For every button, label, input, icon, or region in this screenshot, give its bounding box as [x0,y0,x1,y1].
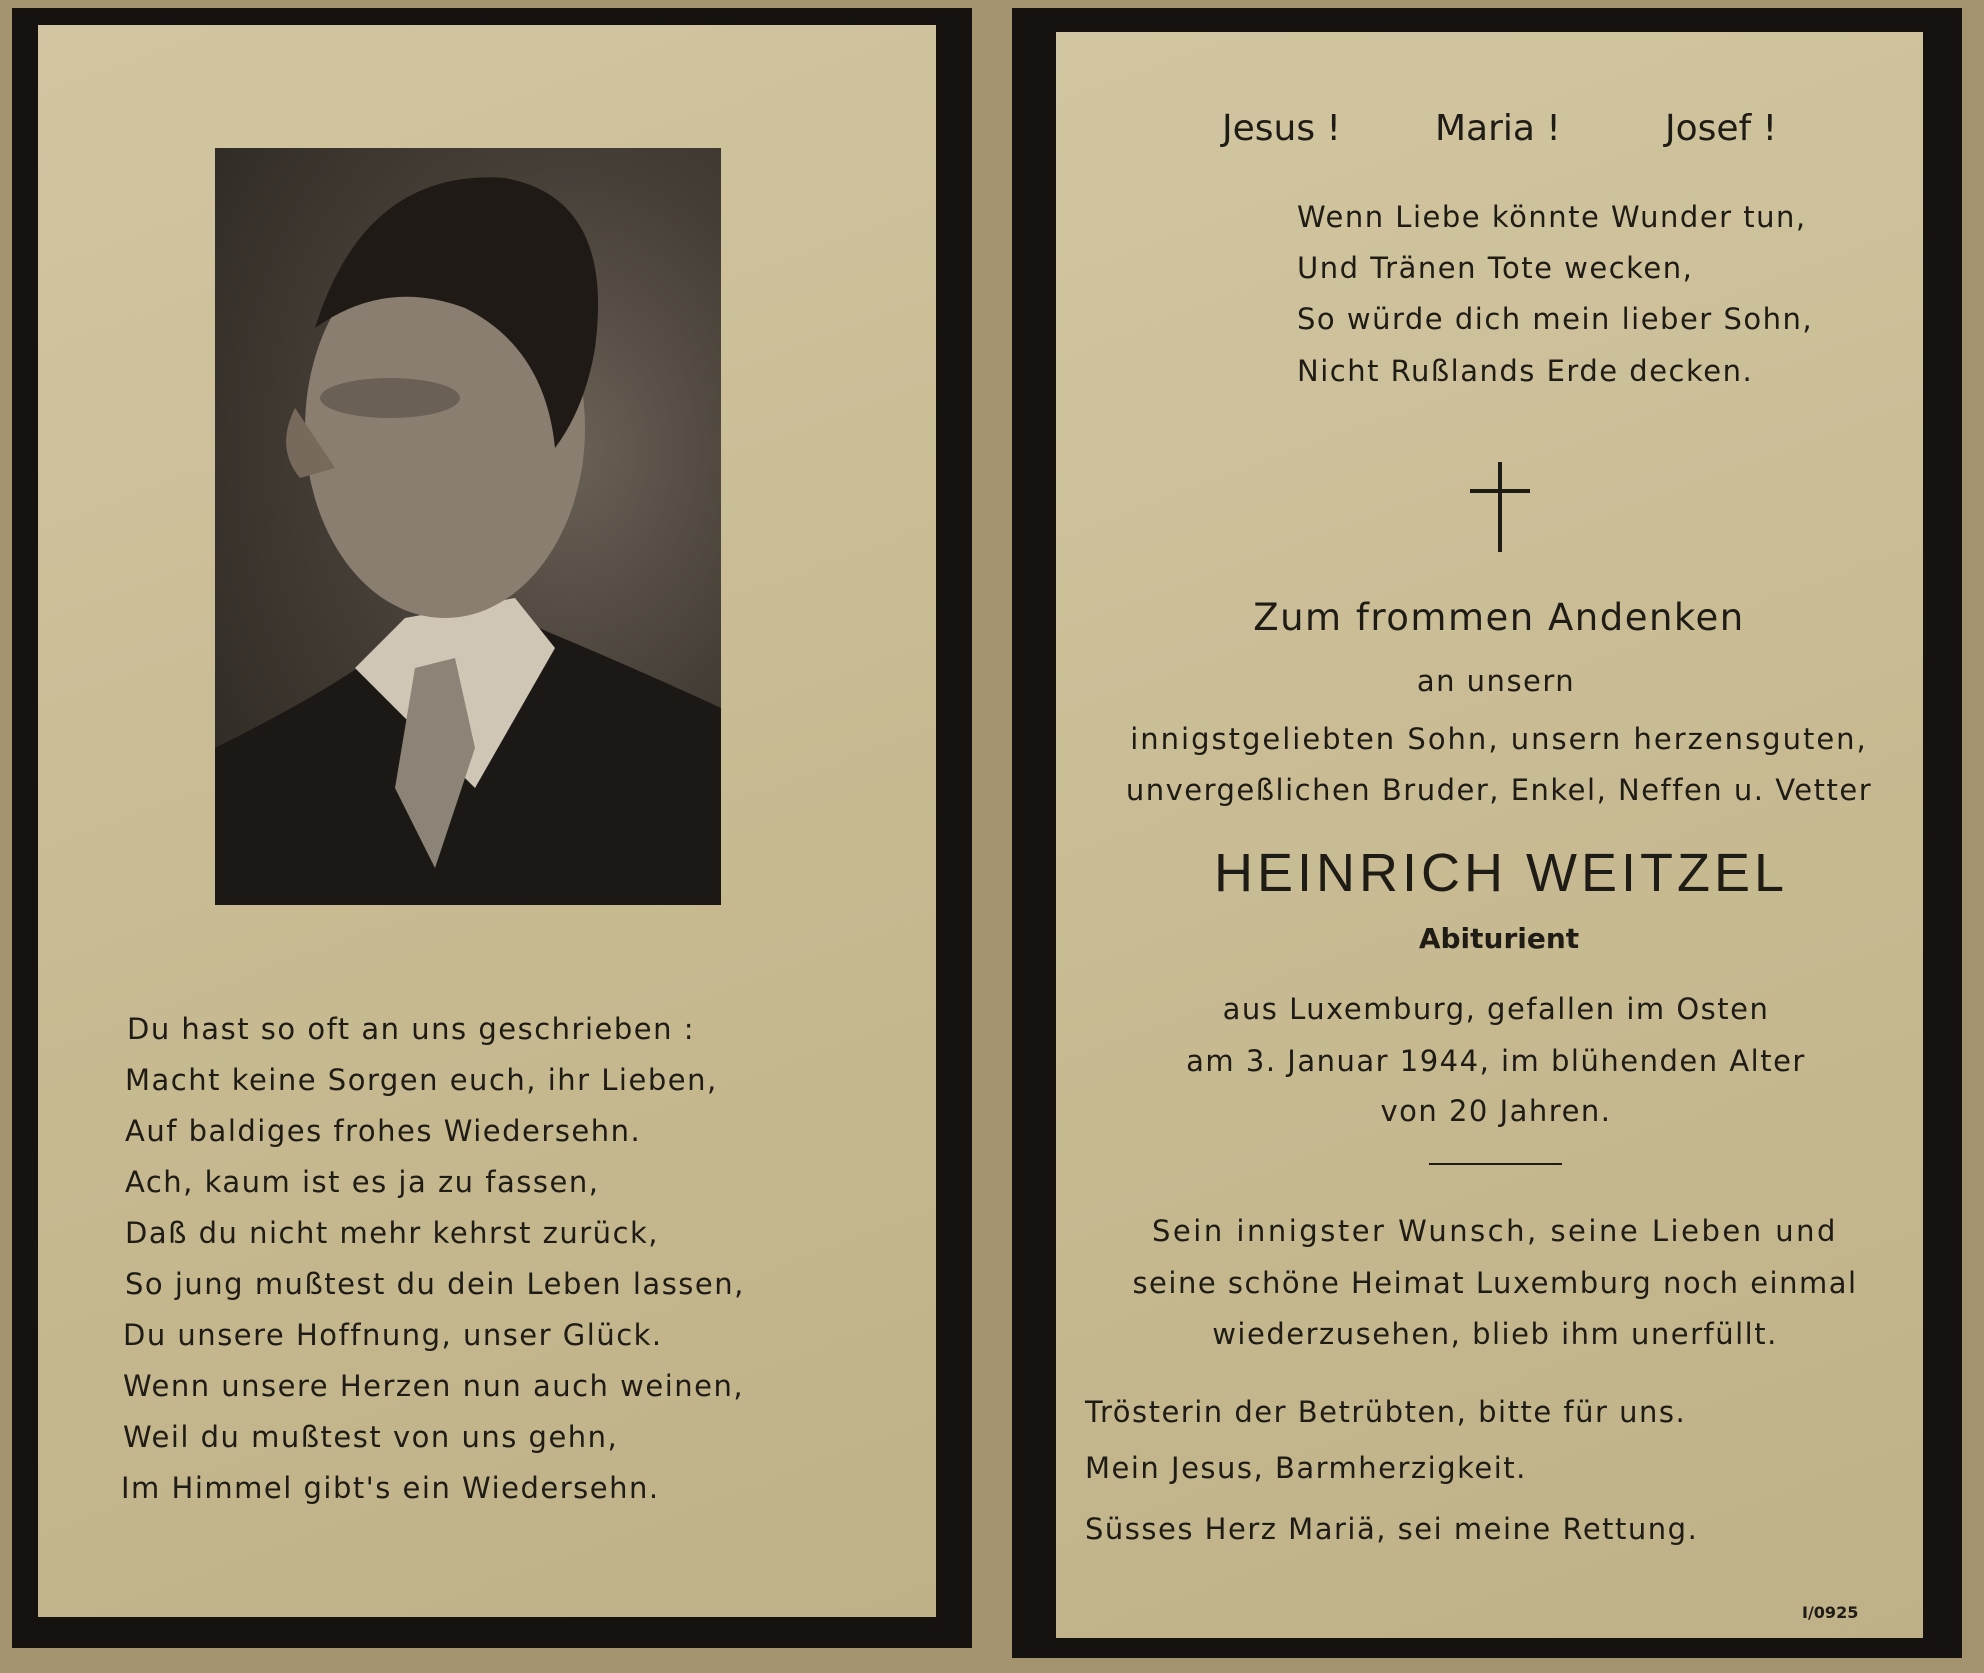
intro-line: innigstgeliebten Sohn, unsern herzensguten, [1130,722,1868,756]
cross-icon [1470,462,1530,552]
poem-line: Auf baldiges frohes Wiedersehn. [125,1114,642,1148]
print-code: I/0925 [1802,1603,1859,1622]
divider [1429,1163,1562,1165]
poem-line: So würde dich mein lieber Sohn, [1297,302,1814,336]
detail-line: aus Luxemburg, gefallen im Osten [1222,992,1770,1026]
portrait-photo [215,148,721,905]
wish-line: Sein innigster Wunsch, seine Lieben und [1152,1214,1838,1248]
intro-line: unvergeßlichen Bruder, Enkel, Neffen u. Vetter [1125,773,1873,807]
heading: Zum frommen Andenken [1253,596,1745,639]
poem-line: Du unsere Hoffnung, unser Glück. [123,1318,663,1352]
portrait-silhouette [215,148,721,905]
poem-line: Im Himmel gibt's ein Wiedersehn. [121,1471,660,1505]
detail-line: von 20 Jahren. [1380,1094,1612,1128]
intro-line: an unsern [1416,664,1576,698]
prayer-line: Mein Jesus, Barmherzigkeit. [1085,1451,1527,1485]
prayer-line: Süsses Herz Mariä, sei meine Rettung. [1085,1512,1699,1546]
poem-line: Macht keine Sorgen euch, ihr Lieben, [125,1063,718,1097]
poem-line: So jung mußtest du dein Leben lassen, [125,1267,745,1301]
invocation-maria: Maria ! [1435,108,1561,149]
deceased-title: Abiturient [1418,922,1580,955]
poem-line: Weil du mußtest von uns gehn, [123,1420,619,1454]
poem-line: Und Tränen Tote wecken, [1297,251,1694,285]
poem-line: Wenn Liebe könnte Wunder tun, [1297,200,1807,234]
prayer-line: Trösterin der Betrübten, bitte für uns. [1085,1395,1687,1429]
invocation-jesus: Jesus ! [1222,108,1341,149]
detail-line: am 3. Januar 1944, im blühenden Alter [1186,1044,1806,1078]
poem-line: Du hast so oft an uns geschrieben : [127,1012,695,1046]
poem-line: Wenn unsere Herzen nun auch weinen, [123,1369,745,1403]
poem-line: Daß du nicht mehr kehrst zurück, [125,1216,660,1250]
poem-line: Nicht Rußlands Erde decken. [1297,354,1754,388]
deceased-name: HEINRICH WEITZEL [1213,843,1789,903]
wish-line: seine schöne Heimat Luxemburg noch einmal [1132,1266,1858,1300]
invocation-josef: Josef ! [1665,108,1778,149]
poem-line: Ach, kaum ist es ja zu fassen, [125,1165,600,1199]
wish-line: wiederzusehen, blieb ihm unerfüllt. [1212,1317,1778,1351]
